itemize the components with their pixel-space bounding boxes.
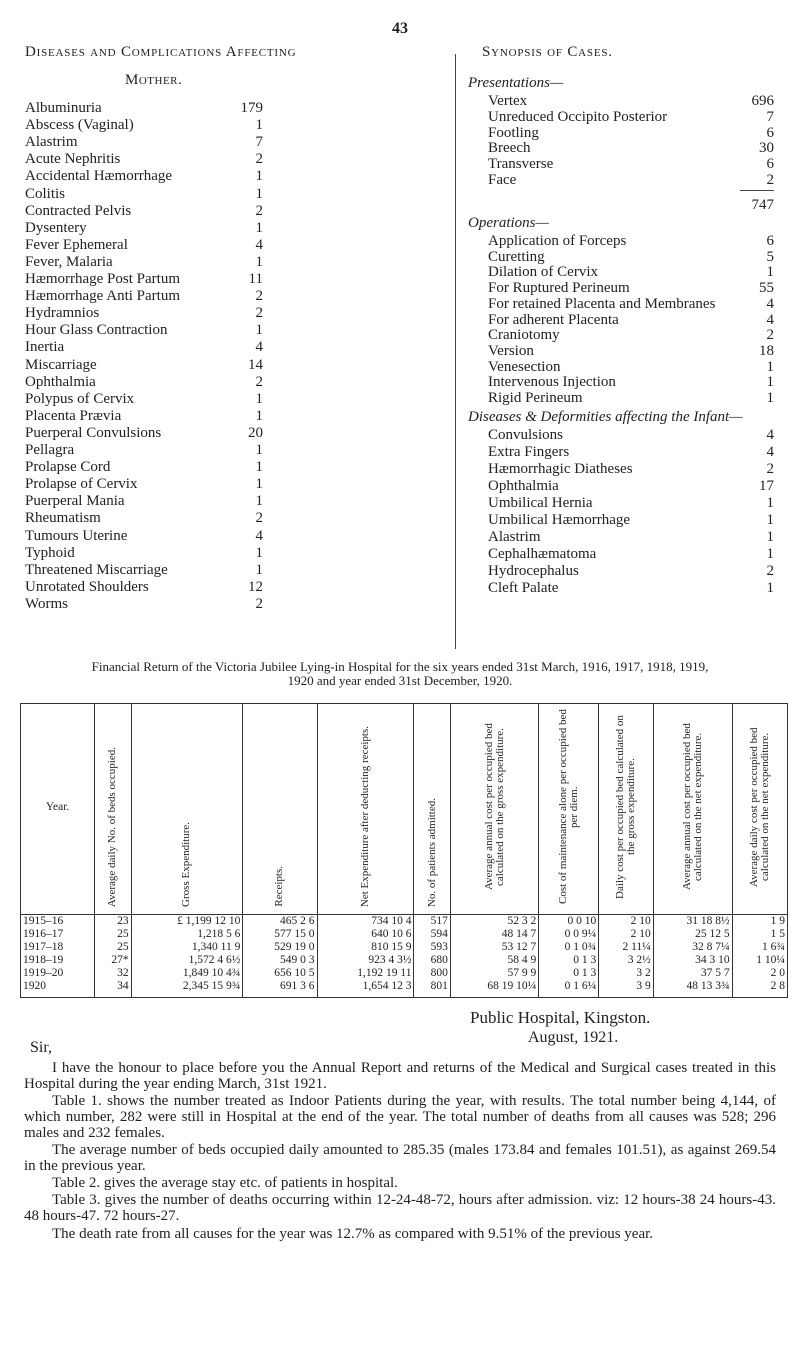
disease-label: Hour Glass Contraction: [25, 322, 168, 339]
operation-label: Rigid Perineum: [488, 390, 583, 406]
disease-value: 4: [255, 236, 263, 253]
table-cell: 1,654 12 3: [317, 980, 414, 998]
column-header: [732, 704, 787, 915]
disease-label: Typhoid: [25, 544, 75, 561]
paragraph-1: I have the honour to place before you the Annual Report and returns of the Medical and Surgical cases treated in this Hospital during the year ending March, 31st 1921.: [24, 1060, 776, 1092]
presentation-label: Footling: [488, 124, 539, 141]
column-header-label: Year.: [45, 801, 70, 813]
letter-address: Public Hospital, Kingston.: [470, 1008, 651, 1027]
table-cell: 465 2 6: [243, 915, 317, 929]
operation-value: 2: [766, 327, 774, 344]
infant-heading: Diseases & Deformities affecting the Infant—: [468, 409, 743, 425]
table-cell: 2 11¼: [599, 941, 654, 954]
table-row: [21, 967, 788, 980]
disease-label: Rheumatism: [25, 510, 101, 527]
table-cell: 640 10 6: [317, 928, 414, 941]
presentation-label: Unreduced Occipito Posterior: [488, 108, 668, 125]
sum-rule: [740, 190, 774, 191]
table-cell: 34 3 10: [653, 954, 732, 967]
infant-disease-value: 2: [766, 461, 774, 477]
disease-value: 11: [248, 271, 263, 287]
table-cell: 32: [95, 967, 131, 980]
table-cell: 3 2½: [599, 954, 654, 967]
operation-label: For retained Placenta and Membranes: [488, 295, 716, 312]
disease-label: Alastrim: [25, 134, 78, 151]
table-cell: 0 0 9¼: [539, 928, 599, 941]
paragraph-3: The average number of beds occupied daily amounted to 285.35 (males 173.84 and females 101.51), as against 269.54 in the previous year.: [24, 1142, 776, 1174]
disease-label: Fever Ephemeral: [25, 236, 128, 253]
presentation-value: 6: [766, 124, 774, 141]
column-header-label: Receipts.: [273, 866, 286, 907]
table-cell: £ 1,199 12 10: [131, 915, 243, 929]
operation-label: Dilation of Cervix: [488, 264, 598, 281]
disease-value: 1: [255, 407, 263, 424]
table-cell: 3 9: [599, 980, 654, 998]
disease-value: 1: [255, 390, 263, 407]
operation-label: Intervenous Injection: [488, 374, 616, 391]
infant-disease-label: Umbilical Hernia: [488, 495, 593, 511]
disease-label: Hydramnios: [25, 305, 100, 322]
operation-label: Craniotomy: [488, 327, 560, 344]
disease-value: 4: [255, 339, 263, 356]
table-cell: 68 19 10¼: [450, 980, 538, 998]
table-row: [21, 915, 788, 929]
operation-label: Venesection: [488, 358, 561, 375]
column-header: [414, 704, 450, 915]
paragraph-5: Table 3. gives the number of deaths occurring within 12-24-48-72, hours after admission. viz: 12 hours-38 24 hours-43. 48 hours-47. 72 hours-27.: [24, 1192, 776, 1224]
disease-label: Worms: [25, 595, 68, 612]
table-cell: 680: [414, 954, 450, 967]
operation-value: 5: [766, 248, 774, 265]
table-cell: 656 10 5: [243, 967, 317, 980]
table-cell: 529 19 0: [243, 941, 317, 954]
table-cell: 0 0 10: [539, 915, 599, 929]
disease-label: Hæmorrhage Anti Partum: [25, 288, 180, 305]
table-cell: 1916–17: [21, 928, 95, 941]
table-cell: 577 15 0: [243, 928, 317, 941]
table-cell: 0 1 3: [539, 967, 599, 980]
disease-label: Pellagra: [25, 442, 75, 458]
disease-value: 1: [255, 493, 263, 510]
infant-disease-label: Umbilical Hæmorrhage: [488, 512, 631, 528]
disease-label: Inertia: [25, 339, 65, 356]
infant-disease-label: Extra Fingers: [488, 444, 570, 460]
column-header: [539, 704, 599, 915]
disease-label: Prolapse Cord: [25, 459, 111, 476]
disease-value: 2: [255, 373, 263, 390]
disease-value: 1: [255, 544, 263, 561]
infant-disease-value: 4: [766, 444, 774, 460]
table-cell: 2,345 15 9¾: [131, 980, 243, 998]
infant-disease-value: 1: [766, 529, 774, 545]
disease-label: Hæmorrhage Post Partum: [25, 271, 180, 287]
table-cell: 57 9 9: [450, 967, 538, 980]
disease-value: 1: [255, 185, 263, 202]
column-divider: [455, 54, 456, 649]
disease-value: 1: [255, 459, 263, 476]
mother-subheading: Mother.: [125, 72, 183, 88]
table-cell: 923 4 3½: [317, 954, 414, 967]
page-number: 43: [392, 20, 408, 37]
disease-value: 20: [248, 424, 263, 441]
disease-label: Accidental Hæmorrhage: [25, 168, 173, 185]
disease-label: Polypus of Cervix: [25, 390, 135, 407]
disease-label: Placenta Prævia: [25, 407, 122, 424]
infant-disease-value: 17: [759, 478, 774, 494]
table-cell: 1 9: [732, 915, 787, 929]
column-header: [131, 704, 243, 915]
column-header-label: Average annual cost per occupied bed calculated on the net expenditure.: [680, 723, 704, 891]
column-header: [95, 704, 131, 915]
infant-disease-value: 1: [766, 546, 774, 562]
table-cell: 37 5 7: [653, 967, 732, 980]
operation-label: Version: [488, 342, 534, 359]
operation-value: 4: [766, 295, 774, 312]
table-cell: 1 10¼: [732, 954, 787, 967]
disease-value: 1: [255, 117, 263, 134]
disease-value: 1: [255, 322, 263, 339]
table-cell: 53 12 7: [450, 941, 538, 954]
table-cell: 1917–18: [21, 941, 95, 954]
table-cell: 1,192 19 11: [317, 967, 414, 980]
disease-value: 1: [255, 476, 263, 493]
column-header-label: Average daily No. of beds occupied.: [106, 746, 119, 907]
table-cell: 2 10: [599, 915, 654, 929]
table-cell: 1919–20: [21, 967, 95, 980]
table-cell: 1920: [21, 980, 95, 998]
table-row: [21, 928, 788, 941]
column-header-label: Average daily cost per occupied bed calculated on the net expenditure.: [747, 727, 771, 887]
diseases-heading: Diseases and Complications Affecting: [25, 44, 297, 60]
disease-value: 12: [248, 578, 263, 595]
infant-disease-value: 2: [766, 563, 774, 579]
disease-label: Fever, Malaria: [25, 253, 113, 270]
table-cell: 3 2: [599, 967, 654, 980]
disease-value: 4: [255, 527, 263, 544]
presentation-value: 2: [766, 172, 774, 188]
disease-value: 2: [255, 288, 263, 305]
presentation-label: Face: [488, 172, 517, 188]
letter-salutation: Sir,: [30, 1039, 53, 1056]
table-cell: 48 14 7: [450, 928, 538, 941]
paragraph-2: Table 1. shows the number treated as Indoor Patients during the year, with results. The total number being 4,144, of which number, 282 were still in Hospital at the end of the year. The total number of deaths from all causes was 528; 296 males and 232 females.: [24, 1093, 776, 1141]
presentation-value: 7: [766, 108, 774, 125]
disease-value: 2: [255, 151, 263, 168]
table-cell: 810 15 9: [317, 941, 414, 954]
disease-value: 1: [255, 561, 263, 578]
table-row: [21, 980, 788, 998]
disease-label: Abscess (Vaginal): [25, 117, 134, 134]
infant-disease-label: Alastrim: [488, 529, 541, 545]
table-cell: 1915–16: [21, 915, 95, 929]
operation-value: 1: [766, 390, 774, 406]
disease-label: Threatened Miscarriage: [25, 561, 168, 578]
infant-disease-label: Hæmorrhagic Diatheses: [488, 461, 633, 477]
disease-value: 2: [255, 510, 263, 527]
disease-label: Puerperal Mania: [25, 493, 125, 510]
table-cell: 734 10 4: [317, 915, 414, 929]
presentation-value: 696: [751, 93, 774, 109]
table-cell: 48 13 3¾: [653, 980, 732, 998]
table-cell: 0 1 0¾: [539, 941, 599, 954]
disease-label: Unrotated Shoulders: [25, 578, 149, 595]
column-header: [599, 704, 654, 915]
table-cell: 1 6¾: [732, 941, 787, 954]
column-header-label: Gross Expenditure.: [180, 822, 193, 907]
column-header: [653, 704, 732, 915]
table-cell: 25: [95, 941, 131, 954]
operation-value: 1: [766, 264, 774, 281]
table-cell: 23: [95, 915, 131, 929]
table-cell: 1918–19: [21, 954, 95, 967]
table-cell: 594: [414, 928, 450, 941]
operation-value: 4: [766, 311, 774, 328]
financial-title: [0, 660, 800, 688]
operation-value: 55: [759, 280, 774, 297]
operation-value: 18: [759, 342, 774, 359]
column-header-label: No. of patients admitted.: [425, 797, 438, 907]
column-header-label: Cost of maintenance alone per occupied bed per diem.: [556, 709, 580, 905]
disease-value: 14: [248, 356, 263, 373]
disease-value: 7: [255, 134, 263, 151]
table-row: [21, 954, 788, 967]
disease-label: Prolapse of Cervix: [25, 476, 138, 493]
table-cell: 1,340 11 9: [131, 941, 243, 954]
infant-disease-label: Cleft Palate: [488, 580, 559, 596]
table-cell: 1,572 4 6½: [131, 954, 243, 967]
infant-disease-label: Cephalhæmatoma: [488, 546, 597, 562]
financial-title-line1: Financial Return of the Victoria Jubilee Lying-in Hospital for the six years ended 31st March, 1916, 1917, 1918, 1919,: [91, 659, 709, 674]
presentations-heading: Presentations—: [468, 75, 564, 91]
operation-label: For adherent Placenta: [488, 311, 619, 328]
column-header: [450, 704, 538, 915]
disease-label: Albuminuria: [25, 100, 102, 116]
table-cell: 58 4 9: [450, 954, 538, 967]
disease-value: 1: [255, 219, 263, 236]
table-cell: 691 3 6: [243, 980, 317, 998]
column-header: [243, 704, 317, 915]
operation-label: Curetting: [488, 248, 545, 265]
financial-table: [20, 703, 788, 998]
infant-disease-label: Ophthalmia: [488, 478, 559, 494]
disease-value: 2: [255, 202, 263, 219]
column-header-label: Average annual cost per occupied bed calculated on the gross expenditure.: [482, 723, 506, 891]
table-cell: 25: [95, 928, 131, 941]
table-cell: 2 8: [732, 980, 787, 998]
financial-header-row: [21, 704, 788, 915]
presentation-label: Breech: [488, 140, 531, 157]
table-cell: 31 18 8½: [653, 915, 732, 929]
table-cell: 2 0: [732, 967, 787, 980]
operation-label: Application of Forceps: [488, 233, 627, 249]
table-cell: 1,849 10 4¾: [131, 967, 243, 980]
operation-value: 1: [766, 358, 774, 375]
table-cell: 549 0 3: [243, 954, 317, 967]
infant-disease-value: 1: [766, 495, 774, 511]
disease-value: 1: [255, 168, 263, 185]
operation-label: For Ruptured Perineum: [488, 280, 630, 297]
presentation-label: Transverse: [488, 156, 554, 173]
table-cell: 0 1 3: [539, 954, 599, 967]
operations-heading: Operations—: [468, 215, 549, 231]
table-cell: 1 5: [732, 928, 787, 941]
financial-title-line2: 1920 and year ended 31st December, 1920.: [287, 673, 513, 688]
synopsis-heading: Synopsis of Cases.: [482, 44, 613, 60]
disease-label: Ophthalmia: [25, 373, 96, 390]
disease-label: Contracted Pelvis: [25, 202, 132, 219]
table-cell: 25 12 5: [653, 928, 732, 941]
disease-value: 2: [255, 305, 263, 322]
infant-disease-label: Hydrocephalus: [488, 563, 579, 579]
presentation-value: 6: [766, 156, 774, 173]
column-header-label: Daily cost per occupied bed calculated on the gross expenditure.: [613, 715, 637, 899]
disease-value: 2: [255, 595, 263, 612]
column-header: [317, 704, 414, 915]
disease-label: Puerperal Convulsions: [25, 424, 162, 441]
disease-value: 1: [255, 442, 263, 458]
disease-value: 179: [240, 100, 263, 116]
table-cell: 593: [414, 941, 450, 954]
disease-value: 1: [255, 253, 263, 270]
table-cell: 517: [414, 915, 450, 929]
operation-value: 1: [766, 374, 774, 391]
table-cell: 2 10: [599, 928, 654, 941]
table-cell: 801: [414, 980, 450, 998]
disease-label: Miscarriage: [25, 356, 97, 373]
infant-disease-value: 1: [766, 580, 774, 596]
column-header-label: Net Expenditure after deducting receipts.: [358, 725, 371, 907]
disease-label: Acute Nephritis: [25, 151, 121, 168]
presentation-label: Vertex: [488, 93, 528, 109]
column-header: [21, 704, 95, 915]
table-cell: 32 8 7¼: [653, 941, 732, 954]
financial-body: [21, 915, 788, 998]
infant-disease-value: 4: [766, 427, 774, 443]
table-cell: 800: [414, 967, 450, 980]
infant-disease-label: Convulsions: [488, 427, 564, 443]
table-cell: 52 3 2: [450, 915, 538, 929]
presentation-value: 30: [759, 140, 774, 157]
table-cell: 27*: [95, 954, 131, 967]
table-cell: 1,218 5 6: [131, 928, 243, 941]
table-cell: 34: [95, 980, 131, 998]
letter-date: August, 1921.: [528, 1029, 619, 1046]
infant-disease-value: 1: [766, 512, 774, 528]
table-cell: 0 1 6¼: [539, 980, 599, 998]
disease-label: Colitis: [25, 185, 66, 202]
disease-label: Tumours Uterine: [25, 527, 128, 544]
paragraph-6: The death rate from all causes for the year was 12.7% as compared with 9.51% of the previous year.: [52, 1226, 654, 1242]
paragraph-4: Table 2. gives the average stay etc. of patients in hospital.: [52, 1175, 398, 1191]
disease-label: Dysentery: [25, 219, 87, 236]
operation-value: 6: [766, 233, 774, 249]
table-row: [21, 941, 788, 954]
